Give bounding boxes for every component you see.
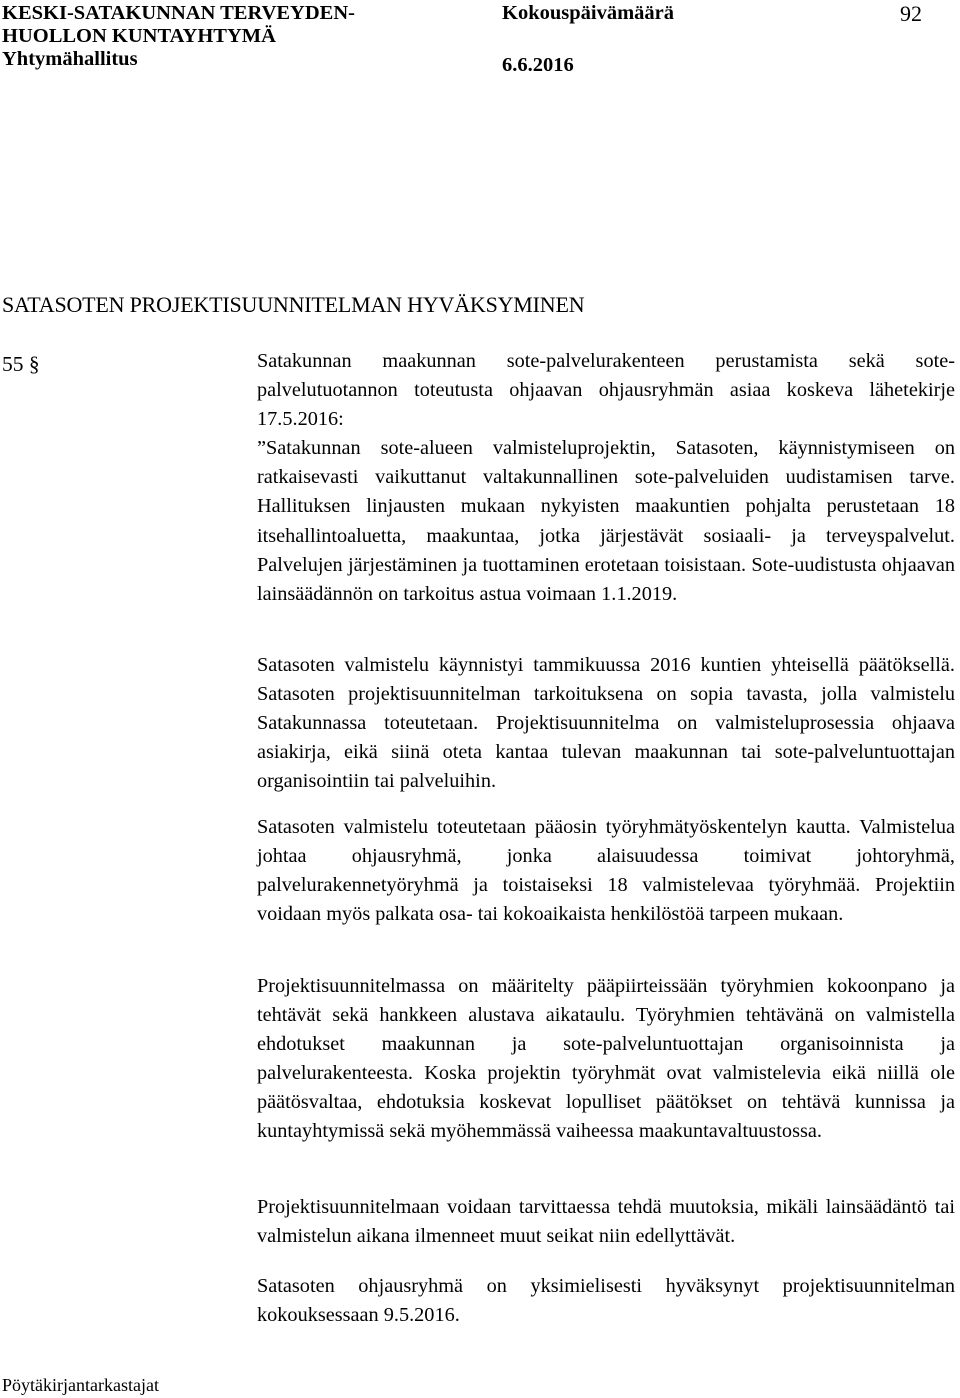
paragraph-intro: Satakunnan maakunnan sote-palvelurakenteen perustamista sekä sote-palvelutuotannon toteutusta ohjaavan ohjausryhmän asiaa koskeva lähetekirje 17.5.2016: [257, 350, 955, 431]
organization-body: Yhtymähallitus [2, 48, 138, 70]
paragraph-background [257, 651, 955, 796]
paragraph-plan-contents [257, 972, 955, 1147]
paragraph-quote: ”Satakunnan sote-alueen valmisteluprojektin, Satasoten, käynnistymiseen on ratkaisevasti vaikuttanut valtakunnallinen sote-palveluiden uudistamisen tarve. Hallituksen linjausten mukaan nykyisten maakuntien pohjalta perustetaan 18 itsehallintoaluetta, maakuntaa, jotka järjestävät sosiaali- ja terveyspalvelut. Palvelujen järjestäminen ja tuottaminen erotetaan toisistaan. Sote-uudistusta ohjaavan lainsäädännön on tarkoitus astua voimaan 1.1.2019. [257, 437, 955, 605]
paragraph: Satasoten valmistelu käynnistyi tammikuussa 2016 kuntien yhteisellä päätöksellä. Satasoten projektisuunnitelman tarkoituksena on sopia tavasta, jolla valmistelu Satakunnassa toteutetaan. Projektisuunnitelma on valmisteluprosessia ohjaava asiakirja, eikä siinä oteta kantaa tulevan maakunnan tai sote-palveluntuottajan organisointiin tai palveluihin. [257, 654, 955, 793]
document-title: SATASOTEN PROJEKTISUUNNITELMAN HYVÄKSYMINEN [2, 292, 585, 317]
letter-reference [257, 347, 955, 609]
organization-line-1: KESKI-SATAKUNNAN TERVEYDEN- [2, 2, 355, 24]
minutes-checkers-label: Pöytäkirjantarkastajat [2, 1375, 159, 1395]
paragraph: Satasoten valmistelu toteutetaan pääosin työryhmätyöskentelyn kautta. Valmistelua johtaa ohjausryhmä, jonka alaisuudessa toimivat johtoryhmä, palvelurakennetyöryhmä ja toistaiseksi 18 valmistelevaa työryhmää. Projektiin voidaan myös palkata osa- tai kokoaikaista henkilöstöä tarpeen mukaan. [257, 816, 955, 926]
paragraph-approval [257, 1272, 955, 1330]
paragraph-changes [257, 1193, 955, 1251]
page-number: 92 [900, 1, 922, 26]
organization-name [2, 2, 355, 71]
meeting-date-label: Kokouspäivämäärä [502, 2, 674, 24]
organization-line-2: HUOLLON KUNTAYHTYMÄ [2, 25, 276, 47]
meeting-date: 6.6.2016 [502, 54, 574, 76]
paragraph-working-groups [257, 813, 955, 929]
paragraph: Projektisuunnitelmassa on määritelty pääpiirteissään työryhmien kokoonpano ja tehtävät sekä hankkeen alustava aikataulu. Työryhmien tehtävänä on valmistella ehdotukset maakunnan ja sote-palveluntuottajan organisoinnista ja palvelurakenteesta. Koska projektin työryhmät ovat valmistelevia eikä niillä ole päätösvaltaa, ehdotuksia koskevat lopulliset päätökset on tehtävä kunnissa ja kuntayhtymissä sekä myöhemmässä vaiheessa maakuntavaltuustossa. [257, 975, 955, 1143]
section-number: 55 § [2, 352, 40, 376]
paragraph: Satasoten ohjausryhmä on yksimielisesti hyväksynyt projektisuunnitelman kokouksessaan 9.5.2016. [257, 1275, 955, 1327]
paragraph: Projektisuunnitelmaan voidaan tarvittaessa tehdä muutoksia, mikäli lainsäädäntö tai valmistelun aikana ilmenneet muut seikat niin edellyttävät. [257, 1196, 955, 1248]
